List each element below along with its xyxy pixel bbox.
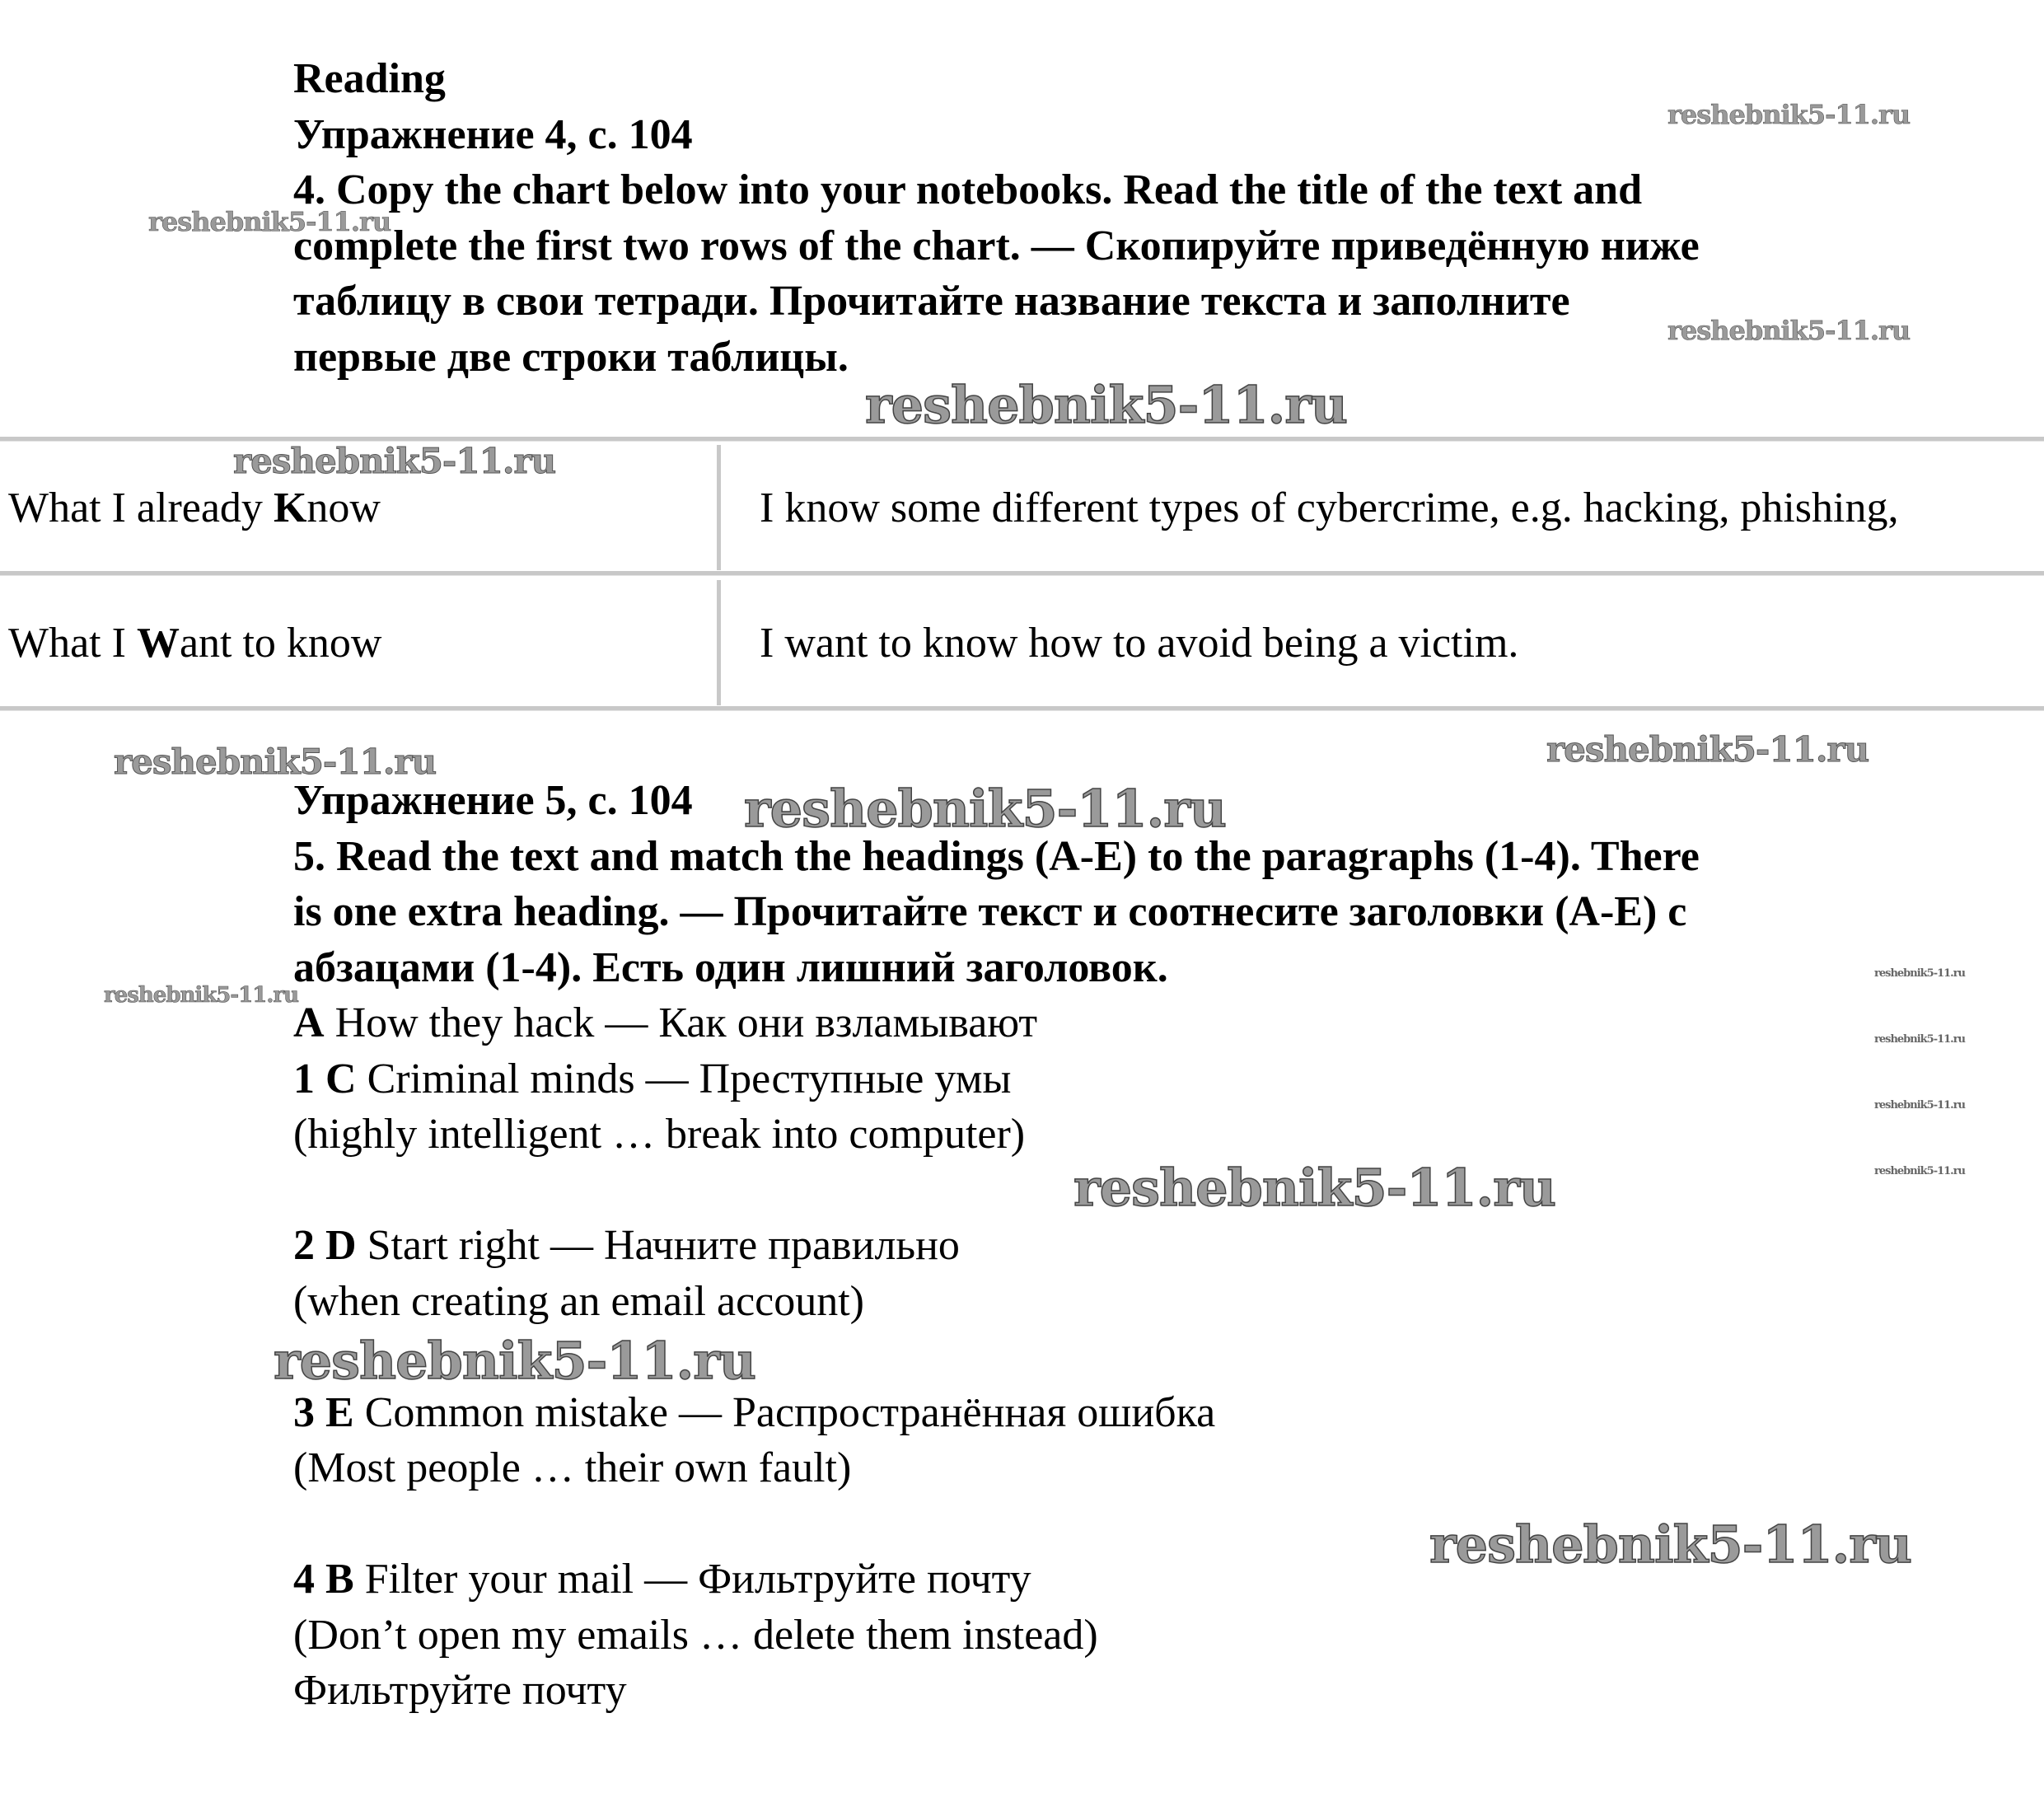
- watermark: reshebnik5-11.ru: [1874, 1165, 1966, 1177]
- watermark: reshebnik5-11.ru: [233, 441, 556, 481]
- watermark: reshebnik5-11.ru: [1429, 1514, 1911, 1575]
- task-line: 4. Copy the chart below into your notebooks. Read the title of the text and: [293, 166, 1642, 213]
- watermark: reshebnik5-11.ru: [1667, 315, 1911, 346]
- answer-text: How they hack — Как они взламывают: [324, 999, 1038, 1046]
- label-text: What I already: [8, 484, 274, 531]
- label-text: ant to know: [179, 620, 382, 667]
- answer-key: 2 D: [293, 1222, 357, 1269]
- label-text: now: [306, 484, 381, 531]
- extra-heading: [293, 995, 1700, 1051]
- watermark: reshebnik5-11.ru: [865, 375, 1347, 435]
- answer-item: [293, 1218, 1700, 1274]
- table-border: [0, 706, 2044, 711]
- section-2: [293, 773, 1700, 1719]
- table-row-answer: I know some different types of cybercrime, e.g. hacking, phishing,: [760, 484, 1899, 531]
- label-letter: W: [136, 620, 180, 667]
- table-row-label: [8, 484, 381, 532]
- watermark: reshebnik5-11.ru: [744, 779, 1226, 839]
- watermark: reshebnik5-11.ru: [1874, 967, 1966, 980]
- table-row-label: [8, 619, 381, 667]
- answer-text: Criminal minds — Преступные умы: [356, 1055, 1012, 1102]
- watermark: reshebnik5-11.ru: [1073, 1158, 1555, 1218]
- watermark: reshebnik5-11.ru: [1667, 99, 1911, 130]
- watermark: reshebnik5-11.ru: [274, 1331, 755, 1391]
- answer-key: 4 B: [293, 1556, 354, 1603]
- section-heading: Reading: [293, 55, 446, 102]
- table-row-answer: I want to know how to avoid being a victim.: [760, 620, 1519, 667]
- answer-key: 1 C: [293, 1055, 357, 1102]
- answer-key: 3 E: [293, 1388, 354, 1436]
- answer-note: (Don’t open my emails … delete them instead): [293, 1611, 1098, 1659]
- answer-note: (highly intelligent … break into computer): [293, 1111, 1026, 1158]
- answer-text: Common mistake — Распространённая ошибка: [353, 1388, 1216, 1436]
- table-border: [0, 571, 2044, 576]
- table-border: [717, 580, 721, 705]
- answer-extra-line: Фильтруйте почту: [293, 1667, 627, 1714]
- answer-note: (when creating an email account): [293, 1277, 864, 1325]
- exercise-title: Упражнение 4, с. 104: [293, 110, 693, 158]
- task-line: таблицу в свои тетради. Прочитайте название текста и заполните: [293, 278, 1570, 325]
- answer-note: (Most people … their own fault): [293, 1444, 852, 1491]
- task-line: первые две строки таблицы.: [293, 333, 849, 381]
- label-letter: K: [273, 484, 307, 531]
- answer-text: Start right — Начните правильно: [356, 1222, 960, 1269]
- answer-text: Filter your mail — Фильтруйте почту: [353, 1556, 1031, 1603]
- task-line: абзацами (1-4). Есть один лишний заголовок.: [293, 943, 1168, 991]
- exercise-title: Упражнение 5, с. 104: [293, 777, 693, 824]
- answer-item: [293, 1385, 1700, 1441]
- task-line: 5. Read the text and match the headings (A-E) to the paragraphs (1-4). There: [293, 832, 1700, 880]
- watermark: reshebnik5-11.ru: [1874, 1099, 1966, 1112]
- answer-key: A: [293, 999, 325, 1046]
- label-text: What I: [8, 620, 137, 667]
- table-border: [717, 445, 721, 570]
- answer-item: [293, 1051, 1700, 1107]
- task-line: is one extra heading. — Прочитайте текст и соотнесите заголовки (A-E) с: [293, 888, 1687, 935]
- section-1: [293, 51, 1700, 385]
- watermark: reshebnik5-11.ru: [1874, 1033, 1966, 1046]
- watermark: reshebnik5-11.ru: [1546, 729, 1869, 770]
- watermark: reshebnik5-11.ru: [148, 206, 391, 237]
- watermark: reshebnik5-11.ru: [114, 742, 437, 782]
- watermark: reshebnik5-11.ru: [104, 983, 299, 1008]
- task-line: complete the first two rows of the chart. — Скопируйте приведённую ниже: [293, 222, 1700, 269]
